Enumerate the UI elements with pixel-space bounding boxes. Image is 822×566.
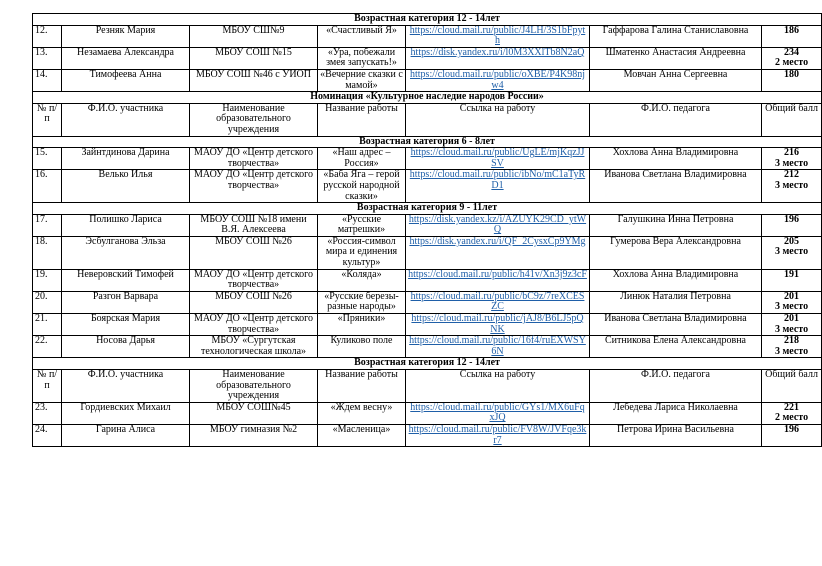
- age-category-row: [33, 14, 822, 26]
- score-value: 186: [784, 24, 800, 36]
- score-value: 196: [784, 423, 800, 435]
- header-teacher: Ф.И.О. педагога: [590, 103, 762, 136]
- score-value: 221: [784, 401, 800, 413]
- score-cell: [762, 314, 822, 336]
- age-category-title: Возрастная категория 9 - 11лет: [33, 203, 822, 215]
- work-link[interactable]: https://disk.yandex.kz/i/AZUYK29CD_ytWQ: [408, 213, 587, 236]
- work-title: «Россия-символ мира и единения культур»: [318, 236, 406, 269]
- participant-name: Тимофеева Анна: [62, 69, 190, 91]
- work-link[interactable]: https://cloud.mail.ru/public/ibNo/mC1aTyRD1: [409, 169, 586, 191]
- work-link[interactable]: https://cloud.mail.ru/public/16f4/ruEXWSY6N: [409, 335, 586, 357]
- row-number: 17.: [33, 214, 62, 236]
- school-name: МБОУ СОШ №15: [190, 47, 318, 69]
- row-number: 14.: [33, 69, 62, 91]
- work-link-cell: [406, 236, 590, 269]
- score-value: 218: [784, 335, 800, 347]
- work-link[interactable]: https://disk.yandex.ru/i/l0M3XXlTb8N2aQ: [410, 46, 585, 58]
- school-name: МБОУ СОШ №26: [190, 291, 318, 313]
- school-name: МБОУ СОШ №26: [190, 236, 318, 269]
- work-title: «Ура, побежали змея запускать!»: [318, 47, 406, 69]
- school-name: МБОУ гимназия №2: [190, 424, 318, 446]
- row-number: 21.: [33, 314, 62, 336]
- score-value: 201: [784, 313, 800, 325]
- header-school: Наименование образовательного учреждения: [190, 370, 318, 403]
- nomination-title: Номинация «Культурное наследие народов России»: [33, 92, 822, 104]
- age-category-row: [33, 358, 822, 370]
- teacher-name: Мовчан Анна Сергеевна: [590, 69, 762, 91]
- teacher-name: Иванова Светлана Владимировна: [590, 314, 762, 336]
- school-name: МАОУ ДО «Центр детского творчества»: [190, 148, 318, 170]
- work-link-cell: [406, 314, 590, 336]
- teacher-name: Хохлова Анна Владимировна: [590, 269, 762, 291]
- work-link-cell: [406, 214, 590, 236]
- header-school: Наименование образовательного учреждения: [190, 103, 318, 136]
- work-link-cell: [406, 424, 590, 446]
- work-link[interactable]: https://cloud.mail.ru/public/FV8W/JVFqe3kr7: [408, 423, 587, 446]
- score-cell: [762, 148, 822, 170]
- school-name: МАОУ ДО «Центр детского творчества»: [190, 269, 318, 291]
- participant-name: Полишко Лариса: [62, 214, 190, 236]
- work-link-cell: [406, 25, 590, 47]
- header-work-title: Название работы: [318, 370, 406, 403]
- teacher-name: Линюк Наталия Петровна: [590, 291, 762, 313]
- row-number: 23.: [33, 402, 62, 424]
- age-category-title: Возрастная категория 6 - 8лет: [33, 136, 822, 148]
- work-title: «Счастливый Я»: [318, 25, 406, 47]
- work-link-cell: [406, 336, 590, 358]
- row-number: 19.: [33, 269, 62, 291]
- work-title: «Баба Яга – герой русской народной сказки»: [318, 170, 406, 203]
- score-cell: [762, 170, 822, 203]
- teacher-name: Иванова Светлана Владимировна: [590, 170, 762, 203]
- place-badge: 3 место: [774, 179, 809, 191]
- table-row: [33, 314, 822, 336]
- work-link[interactable]: https://cloud.mail.ru/public/h41v/Xn3j9z3cF: [408, 268, 587, 280]
- place-badge: 3 место: [774, 157, 809, 169]
- table-row: [33, 25, 822, 47]
- age-category-title: Возрастная категория 12 - 14лет: [33, 14, 822, 26]
- teacher-name: Лебедева Лариса Николаевна: [590, 402, 762, 424]
- score-cell: [762, 47, 822, 69]
- table-row: [33, 47, 822, 69]
- participant-name: Велько Илья: [62, 170, 190, 203]
- place-badge: 3 место: [774, 246, 809, 258]
- teacher-name: Шматенко Анастасия Андреевна: [590, 47, 762, 69]
- table-row: [33, 291, 822, 313]
- school-name: МАОУ ДО «Центр детского творчества»: [190, 170, 318, 203]
- school-name: МБОУ СОШ №46 с УИОП: [190, 69, 318, 91]
- work-link-cell: [406, 47, 590, 69]
- school-name: МБОУ «Сургутская технологическая школа»: [190, 336, 318, 358]
- work-title: «Русские березы-разные народы»: [318, 291, 406, 313]
- work-title: «Русские матрешки»: [318, 214, 406, 236]
- header-link: Ссылка на работу: [406, 103, 590, 136]
- work-link[interactable]: https://cloud.mail.ru/public/J4LH/3S1bFpyth: [409, 24, 586, 47]
- age-category-row: [33, 203, 822, 215]
- header-teacher: Ф.И.О. педагога: [590, 370, 762, 403]
- place-badge: 2 место: [774, 412, 809, 424]
- place-badge: 2 место: [774, 57, 809, 69]
- work-link[interactable]: https://cloud.mail.ru/public/UgLE/mjKqzJJSV: [410, 147, 585, 169]
- teacher-name: Галушкина Инна Петровна: [590, 214, 762, 236]
- score-cell: [762, 424, 822, 446]
- header-num: № п/п: [33, 103, 62, 136]
- participant-name: Неверовский Тимофей: [62, 269, 190, 291]
- teacher-name: Хохлова Анна Владимировна: [590, 148, 762, 170]
- work-link-cell: [406, 291, 590, 313]
- work-title: «Вечерние сказки с мамой»: [318, 69, 406, 91]
- teacher-name: Ситникова Елена Александровна: [590, 336, 762, 358]
- work-link-cell: [406, 402, 590, 424]
- score-cell: [762, 291, 822, 313]
- work-link[interactable]: https://cloud.mail.ru/public/GYs1/MX6uFqxJQ: [410, 401, 585, 424]
- score-cell: [762, 214, 822, 236]
- participant-name: Эсбулганова Эльза: [62, 236, 190, 269]
- participant-name: Незамаева Александра: [62, 47, 190, 69]
- participant-name: Разгон Варвара: [62, 291, 190, 313]
- participant-name: Зайнтдинова Дарина: [62, 148, 190, 170]
- nomination-row: [33, 92, 822, 104]
- place-badge: 3 место: [774, 323, 809, 335]
- header-work-title: Название работы: [318, 103, 406, 136]
- work-link-cell: [406, 269, 590, 291]
- place-badge: 3 место: [774, 345, 809, 357]
- school-name: МАОУ ДО «Центр детского творчества»: [190, 314, 318, 336]
- score-value: 205: [784, 235, 800, 247]
- header-participant: Ф.И.О. участника: [62, 370, 190, 403]
- teacher-name: Петрова Ирина Васильевна: [590, 424, 762, 446]
- row-number: 16.: [33, 170, 62, 203]
- score-cell: [762, 402, 822, 424]
- work-title: «Ждем весну»: [318, 402, 406, 424]
- work-title: «Масленица»: [318, 424, 406, 446]
- row-number: 20.: [33, 291, 62, 313]
- work-link[interactable]: https://cloud.mail.ru/public/jAJ8/B6LJ5pQNK: [411, 313, 584, 335]
- work-link[interactable]: https://cloud.mail.ru/public/oXBE/P4K98njw4: [410, 68, 585, 91]
- score-value: 201: [784, 290, 800, 302]
- work-link-cell: [406, 69, 590, 91]
- table-row: [33, 69, 822, 91]
- score-value: 216: [784, 147, 800, 159]
- place-badge: 3 место: [774, 301, 809, 313]
- results-table: [32, 13, 822, 447]
- work-title: Куликово поле: [318, 336, 406, 358]
- header-score: Общий балл: [762, 370, 822, 403]
- score-value: 196: [784, 213, 800, 225]
- table-row: [33, 402, 822, 424]
- school-name: МБОУ СОШ №18 имени В.Я. Алексеева: [190, 214, 318, 236]
- row-number: 12.: [33, 25, 62, 47]
- score-cell: [762, 25, 822, 47]
- participant-name: Боярская Мария: [62, 314, 190, 336]
- work-title: «Наш адрес – Россия»: [318, 148, 406, 170]
- header-score: Общий балл: [762, 103, 822, 136]
- score-cell: [762, 336, 822, 358]
- school-name: МБОУ СШ№9: [190, 25, 318, 47]
- document-page: [32, 13, 818, 447]
- school-name: МБОУ СОШ№45: [190, 402, 318, 424]
- participant-name: Резняк Мария: [62, 25, 190, 47]
- participant-name: Гарина Алиса: [62, 424, 190, 446]
- score-value: 191: [784, 268, 800, 280]
- work-link-cell: [406, 148, 590, 170]
- age-category-title: Возрастная категория 12 - 14лет: [33, 358, 822, 370]
- header-link: Ссылка на работу: [406, 370, 590, 403]
- teacher-name: Гумерова Вера Александровна: [590, 236, 762, 269]
- table-header-row: [33, 103, 822, 136]
- work-title: «Коляда»: [318, 269, 406, 291]
- row-number: 22.: [33, 336, 62, 358]
- header-participant: Ф.И.О. участника: [62, 103, 190, 136]
- score-value: 180: [784, 68, 800, 80]
- score-cell: [762, 269, 822, 291]
- table-row: [33, 336, 822, 358]
- row-number: 15.: [33, 148, 62, 170]
- table-header-row: [33, 370, 822, 403]
- score-cell: [762, 69, 822, 91]
- age-category-row: [33, 136, 822, 148]
- work-link-cell: [406, 170, 590, 203]
- teacher-name: Гаффарова Галина Станиславовна: [590, 25, 762, 47]
- table-row: [33, 148, 822, 170]
- header-num: № п/п: [33, 370, 62, 403]
- row-number: 18.: [33, 236, 62, 269]
- participant-name: Носова Дарья: [62, 336, 190, 358]
- work-link[interactable]: https://cloud.mail.ru/public/bC9z/7reXCESZC: [410, 290, 585, 313]
- row-number: 13.: [33, 47, 62, 69]
- table-row: [33, 424, 822, 446]
- score-value: 234: [784, 46, 800, 58]
- table-row: [33, 170, 822, 203]
- work-link[interactable]: https://disk.yandex.ru/i/QF_2CysxCp9YMg: [409, 235, 586, 247]
- participant-name: Гордиевских Михаил: [62, 402, 190, 424]
- score-value: 212: [784, 169, 800, 181]
- work-title: «Пряники»: [318, 314, 406, 336]
- table-row: [33, 269, 822, 291]
- score-cell: [762, 236, 822, 269]
- table-row: [33, 214, 822, 236]
- table-row: [33, 236, 822, 269]
- row-number: 24.: [33, 424, 62, 446]
